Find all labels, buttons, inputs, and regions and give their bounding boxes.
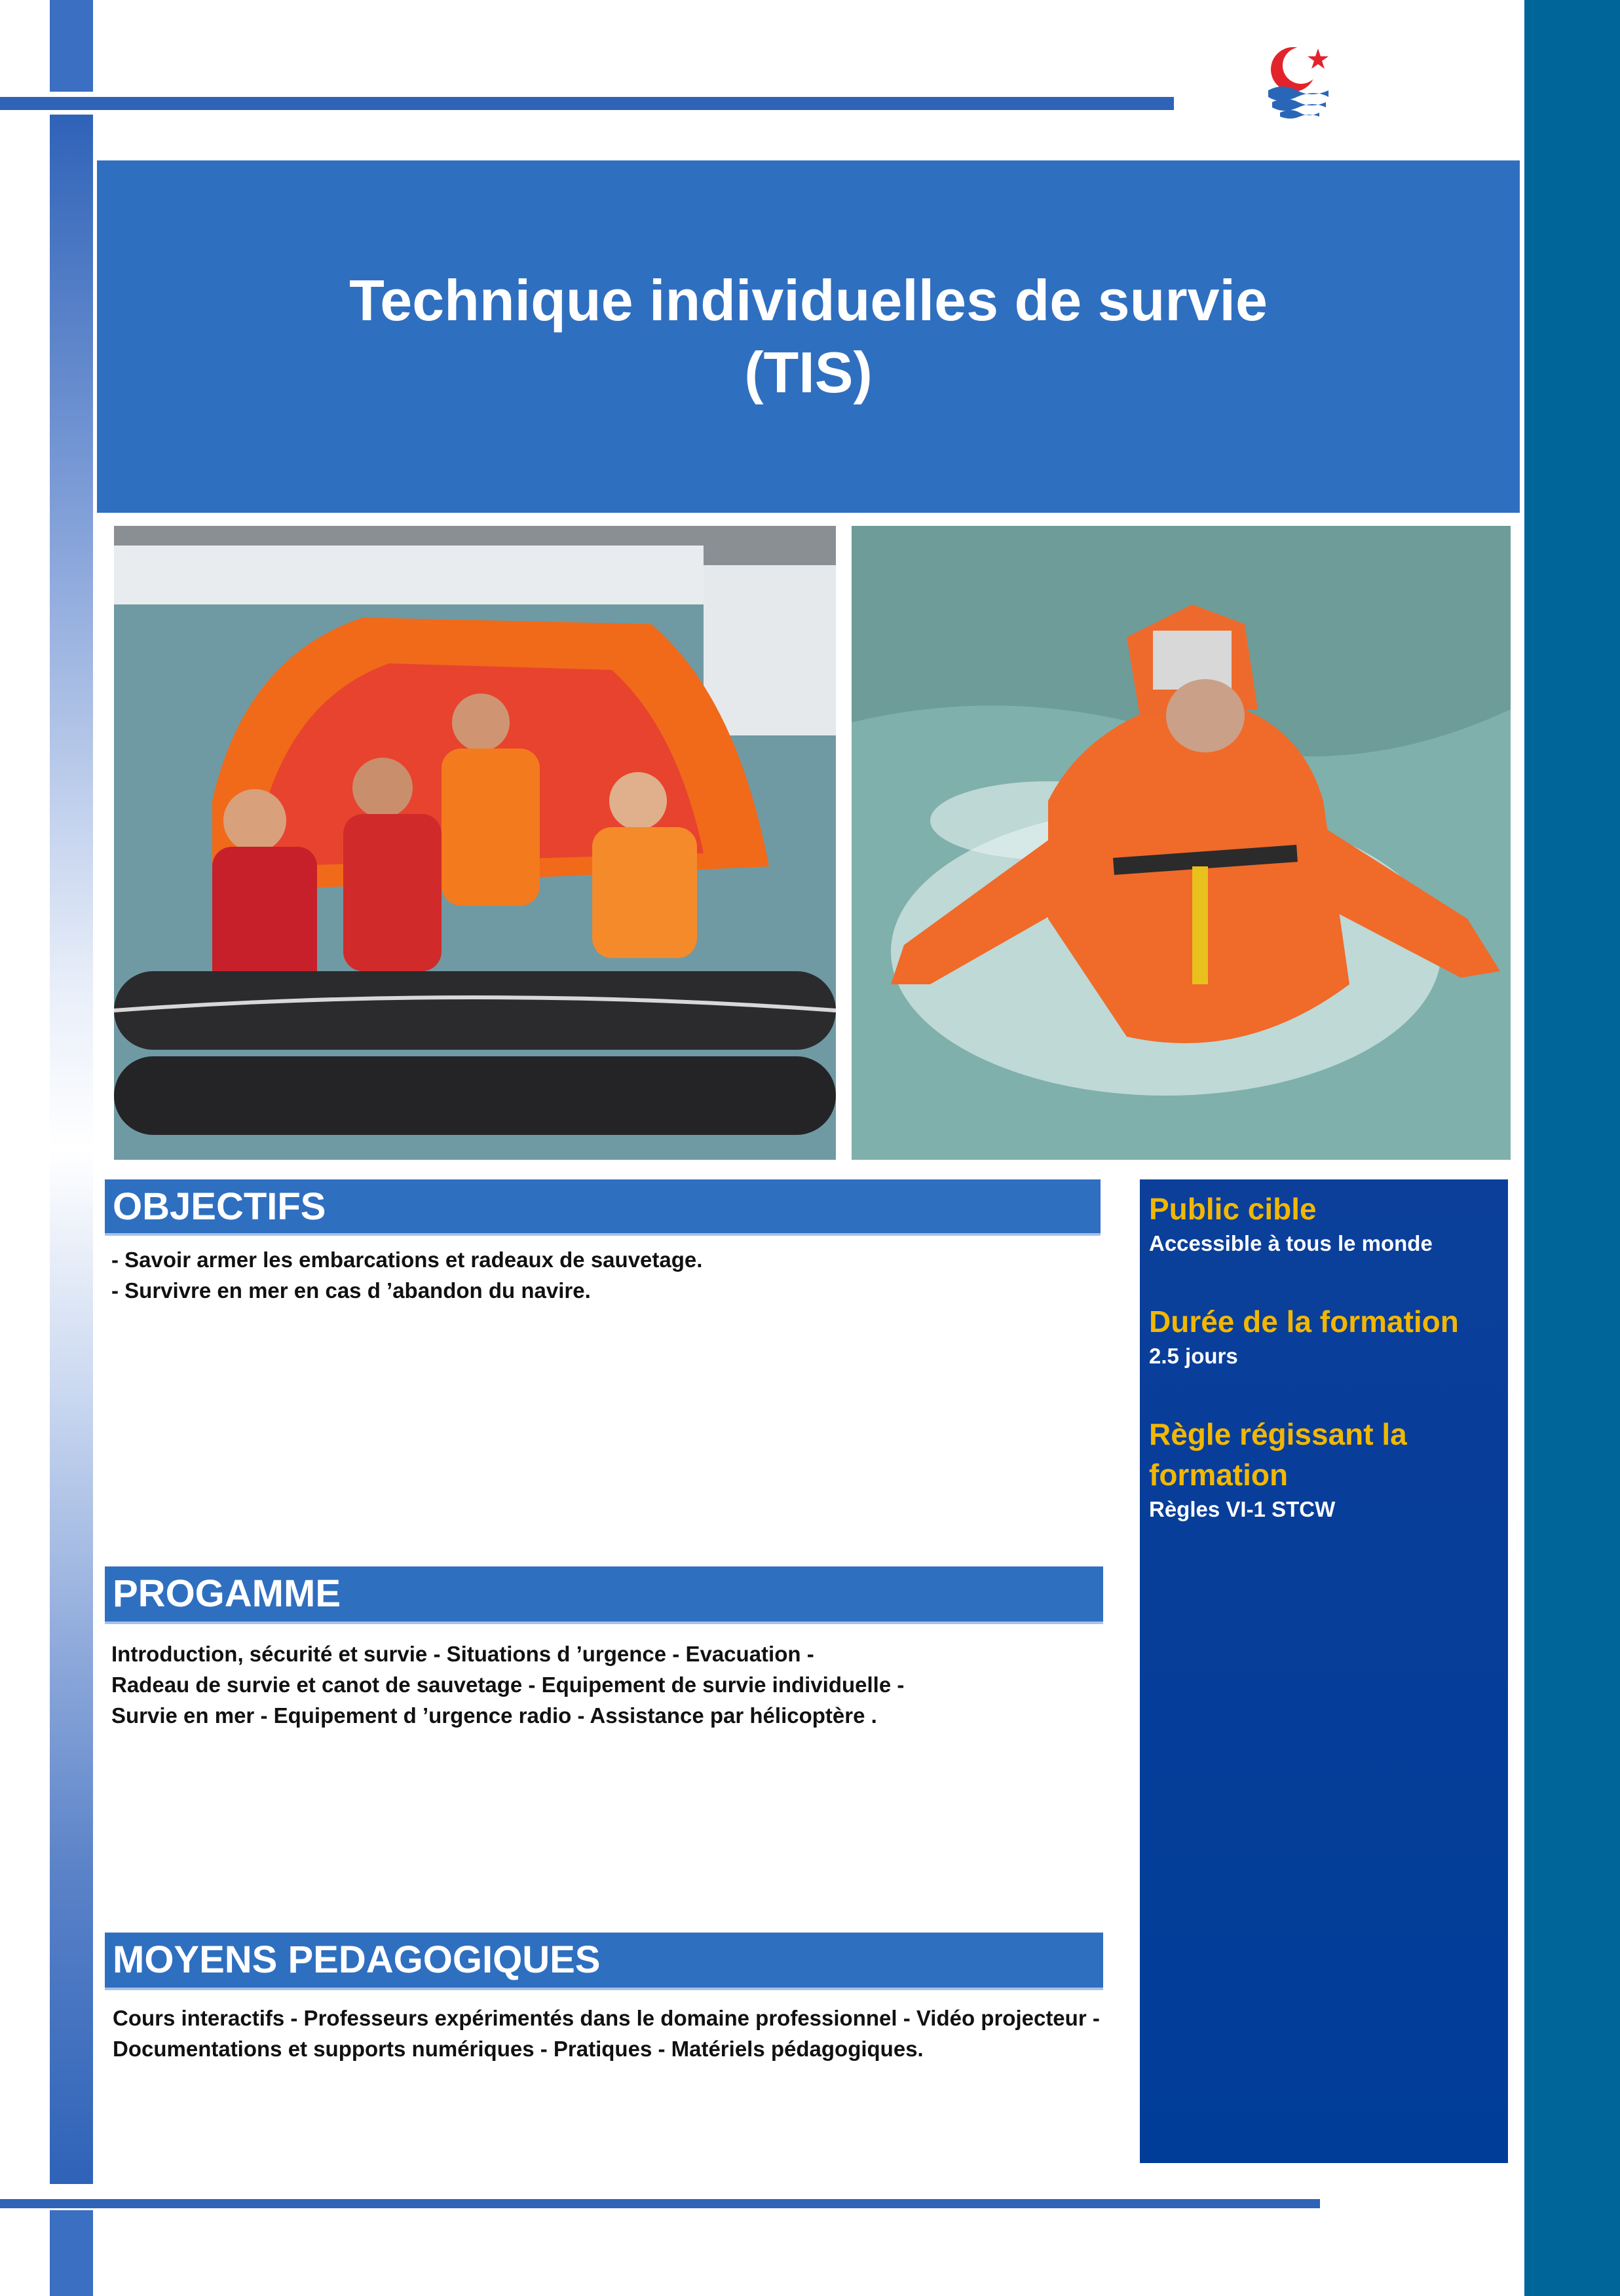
moyens-header: MOYENS PEDAGOGIQUES bbox=[105, 1933, 1103, 1990]
objectifs-line: - Survivre en mer en cas d ’abandon du navire. bbox=[111, 1278, 591, 1303]
title-banner bbox=[97, 160, 1520, 513]
crescent-star-logo-icon bbox=[1263, 39, 1335, 124]
programme-line: Introduction, sécurité et survie - Situations d ’urgence - Evacuation - bbox=[111, 1642, 814, 1666]
title-line-2: (TIS) bbox=[744, 340, 873, 405]
public-cible-value: Accessible à tous le monde bbox=[1149, 1231, 1433, 1255]
programme-body bbox=[111, 1639, 1094, 1731]
regle-title-line-2: formation bbox=[1149, 1458, 1289, 1492]
left-bar-top bbox=[50, 0, 93, 92]
regle-title-line-1: Règle régissant la bbox=[1149, 1417, 1407, 1451]
programme-line: Radeau de survie et canot de sauvetage - Equipement de survie individuelle - bbox=[111, 1673, 905, 1697]
info-panel bbox=[1140, 1179, 1508, 2163]
top-divider-line bbox=[0, 97, 1174, 110]
right-side-bar bbox=[1524, 0, 1620, 2296]
bottom-divider-line bbox=[0, 2199, 1320, 2208]
moyens-line: Cours interactifs - Professeurs expérimentés dans le domaine professionnel - Vidéo projecteur - bbox=[113, 2006, 1100, 2030]
objectifs-body bbox=[111, 1244, 1094, 1306]
survival-suit-swimmer-photo bbox=[852, 526, 1511, 1160]
regle-block bbox=[1149, 1414, 1499, 1524]
duree-block bbox=[1149, 1301, 1499, 1371]
left-gradient-bar bbox=[50, 115, 93, 2184]
duree-value: 2.5 jours bbox=[1149, 1344, 1238, 1368]
public-cible-title: Public cible bbox=[1149, 1192, 1317, 1226]
objectifs-header: OBJECTIFS bbox=[105, 1179, 1101, 1236]
moyens-line: Documentations et supports numériques - Pratiques - Matériels pédagogiques. bbox=[113, 2037, 924, 2061]
duree-title: Durée de la formation bbox=[1149, 1305, 1459, 1339]
regle-value: Règles VI-1 STCW bbox=[1149, 1497, 1336, 1521]
liferaft-photo bbox=[114, 526, 836, 1160]
programme-line: Survie en mer - Equipement d ’urgence radio - Assistance par hélicoptère . bbox=[111, 1703, 877, 1728]
objectifs-line: - Savoir armer les embarcations et radeaux de sauvetage. bbox=[111, 1248, 703, 1272]
programme-header: PROGAMME bbox=[105, 1566, 1103, 1624]
public-cible-block bbox=[1149, 1189, 1499, 1258]
left-bar-bottom bbox=[50, 2210, 93, 2296]
moyens-body bbox=[113, 2003, 1108, 2064]
title-line-1: Technique individuelles de survie bbox=[349, 268, 1268, 333]
